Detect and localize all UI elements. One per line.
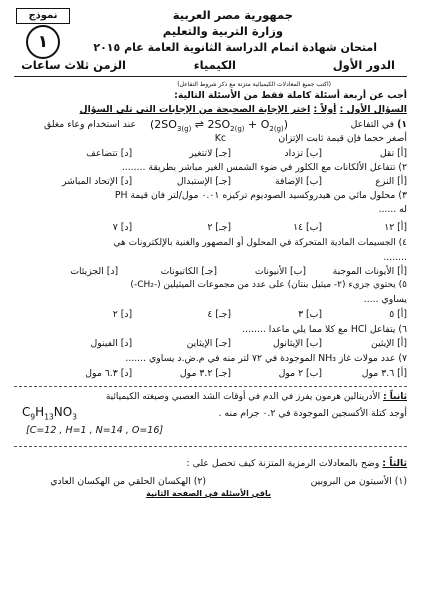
header-ministry: وزارة التربية والتعليم [162, 24, 283, 38]
item-2-options [62, 176, 407, 187]
section-divider-1 [14, 386, 407, 387]
question-1-title: السؤال الأول : [339, 104, 407, 115]
item-6-option-d[interactable]: [د] الفينول [90, 338, 133, 349]
item-5-option-a[interactable]: [أ] ٥ [389, 309, 407, 320]
eq-reactant: 2SO [154, 118, 177, 131]
formula-h: H [35, 405, 45, 419]
header-country: جمهورية مصر العربية [172, 8, 293, 22]
question-1-heading [80, 104, 407, 115]
instruction: أجب عن أربعة أسئلة كاملة فقط من الأسئلة التالية: [174, 90, 407, 101]
header-round: الدور الأول [332, 58, 395, 72]
question-3-part-a: (١) الأسيتون من البروبين [310, 476, 407, 487]
formula-o-sub: 3 [72, 412, 77, 422]
item-1-equation: ($2SO_{3(g)}$ ⇌ $2SO_{2(g)} + O_{2(g)}$) [150, 118, 289, 134]
item-6-option-b[interactable]: [ب] الإيثانول [272, 338, 323, 349]
item-4-options [70, 266, 407, 277]
item-4-option-a[interactable]: [أ] الأيونات الموجبة [332, 266, 407, 277]
item-1-number: ١) [397, 119, 407, 130]
item-7-options [85, 368, 407, 379]
model-number: ١ [26, 25, 60, 59]
adrenaline-formula [22, 405, 77, 421]
question-1-part: أولاً : [313, 104, 337, 115]
item-2-option-d[interactable]: [د] الإتحاد المباشر [61, 176, 133, 187]
item-1-line-2: أصغر حجما فإن قيمة ثابت الإتزان [278, 133, 407, 144]
eq-product-2-sub: 2(g) [269, 125, 284, 134]
item-3-option-d[interactable]: [د] ٧ [112, 222, 133, 233]
item-4-option-b[interactable]: [ب] الأنيونات [254, 266, 307, 277]
footer-note: باقي الأسئلة في الصفحة الثانية [146, 489, 271, 498]
item-7-option-c[interactable]: [جـ] ٣.٢ مول [179, 368, 232, 379]
item-2-option-b[interactable]: [ب] الإضافة [275, 176, 323, 187]
header-time: الزمن ثلاث ساعات [21, 58, 126, 72]
formula-n: N [53, 405, 63, 419]
formula-h-sub: 13 [44, 412, 54, 422]
item-2-option-c[interactable]: [جـ] الإستبدال [176, 176, 232, 187]
section-divider-2 [14, 446, 407, 447]
kc-symbol: Kc [214, 133, 226, 144]
item-1-option-a[interactable]: [أ] تقل [379, 148, 407, 159]
item-6-options [90, 338, 407, 349]
item-6-option-c[interactable]: [جـ] الإيثاين [186, 338, 232, 349]
item-7-text: ٧) عدد مولات غاز NH₃ الموجودة في ٧٢ لتر منه في م.ض.د يساوي ....... [125, 353, 407, 364]
eq-reactant-sub: 3(g) [176, 125, 192, 134]
item-4-text: ٤) الجسيمات المادية المتحركة في المحلول أو المصهور والغنية بالإلكترونات هي [113, 238, 407, 248]
item-1-options [86, 148, 407, 159]
item-5-option-d[interactable]: [د] ٢ [112, 309, 133, 320]
item-1-lead-text: في التفاعل [350, 119, 395, 130]
item-3-option-b[interactable]: [ب] ١٤ [293, 222, 323, 233]
question-3-part-b: (٢) الهكسان الحلقي من الهكسان العادي [50, 476, 206, 487]
formula-o: O [62, 405, 73, 419]
atomic-masses: [C=12 , H=1 , N=14 , O=16] [26, 425, 164, 436]
item-2-text: ٢) تتفاعل الألكانات مع الكلور في ضوء الشمس الغير مباشر بطريقة ........ [121, 162, 407, 173]
item-7-option-d[interactable]: [د] ٦.٣ مول [85, 368, 133, 379]
question-3-label: ثالثاً : [382, 458, 407, 469]
item-5-text: ٥) يحتوي جزيء (٢- ميثيل بنتان) على عدد من مجموعات الميثيلين (-CH₂-) [130, 280, 407, 290]
model-badge [16, 8, 70, 60]
item-1-option-d[interactable]: [د] تتضاعف [86, 148, 133, 159]
eq-product-1-sub: 2(g) [230, 125, 245, 134]
question-3-text: وضح بالمعادلات الرمزية المتزنة كيف تحصل على : [186, 458, 380, 469]
header-exam: امتحان شهادة اتمام الدراسة الثانوية العامة عام ٢٠١٥ [93, 41, 377, 54]
item-5-line-2: يساوي ..... [363, 294, 407, 305]
item-2-option-a[interactable]: [أ] النزع [375, 176, 407, 187]
item-1-trail: عند استخدام وعاء مغلق [43, 119, 136, 130]
eq-product-2: + O [248, 118, 270, 131]
item-3-options [113, 222, 407, 233]
model-label: نموذج [16, 8, 70, 24]
header-divider [14, 76, 407, 77]
item-3-line-2: له ...... [378, 204, 407, 215]
item-1-lead [351, 119, 407, 130]
question-2-line-2: أوجد كتلة الأكسجين الموجودة في ٠.٢ جرام منه . [218, 408, 407, 419]
formula-c-sub: 9 [30, 412, 36, 422]
question-3-line [187, 458, 407, 469]
item-5-option-c[interactable]: [جـ] ٤ [207, 309, 232, 320]
item-6-option-a[interactable]: [أ] الإيثين [371, 338, 407, 349]
eq-product-1: 2SO [207, 118, 231, 131]
item-7-option-a[interactable]: [أ] ٣.٦ مول [361, 368, 407, 379]
question-2-line-1 [106, 392, 407, 402]
equation-note: (اكتب جميع المعادلات الكيميائية متزنة مع ذكر شروط التفاعل) [177, 81, 331, 88]
question-2-text: الأدرينالين هرمون يفرز في الدم في أوقات الشد العصبي وصيغته الكيميائية [105, 392, 381, 402]
formula-c: C [22, 405, 31, 419]
item-4-option-d[interactable]: [د] الجزيئات [70, 266, 119, 277]
equilibrium-arrow-icon: ⇌ [194, 118, 205, 131]
question-1-instruction: اختر الإجابة الصحيحة من الإجابات التي تلي السؤال [79, 104, 311, 115]
item-3-option-a[interactable]: [أ] ١٢ [384, 222, 407, 233]
header-subject: الكيمياء [193, 58, 236, 72]
item-4-option-c[interactable]: [جـ] الكاتيونات [160, 266, 218, 277]
item-7-option-b[interactable]: [ب] ٢ مول [278, 368, 323, 379]
item-1-option-b[interactable]: [ب] تزداد [284, 148, 323, 159]
item-3-option-c[interactable]: [جـ] ٢ [207, 222, 232, 233]
item-5-option-b[interactable]: [ب] ٣ [298, 309, 323, 320]
question-2-label: ثانياً : [383, 392, 407, 402]
item-4-line-2: ........ [383, 252, 407, 263]
item-1-option-c[interactable]: [جـ] لاتتغير [189, 148, 232, 159]
item-5-options [113, 309, 407, 320]
item-6-text: ٦) يتفاعل HCl مع كلا مما يلي ماعدا ........ [242, 324, 407, 335]
item-3-text: ٣) محلول مائي من هيدروكسيد الصوديوم تركيزه ٠.٠١ مول/لتر فان قيمة PH [114, 190, 407, 201]
